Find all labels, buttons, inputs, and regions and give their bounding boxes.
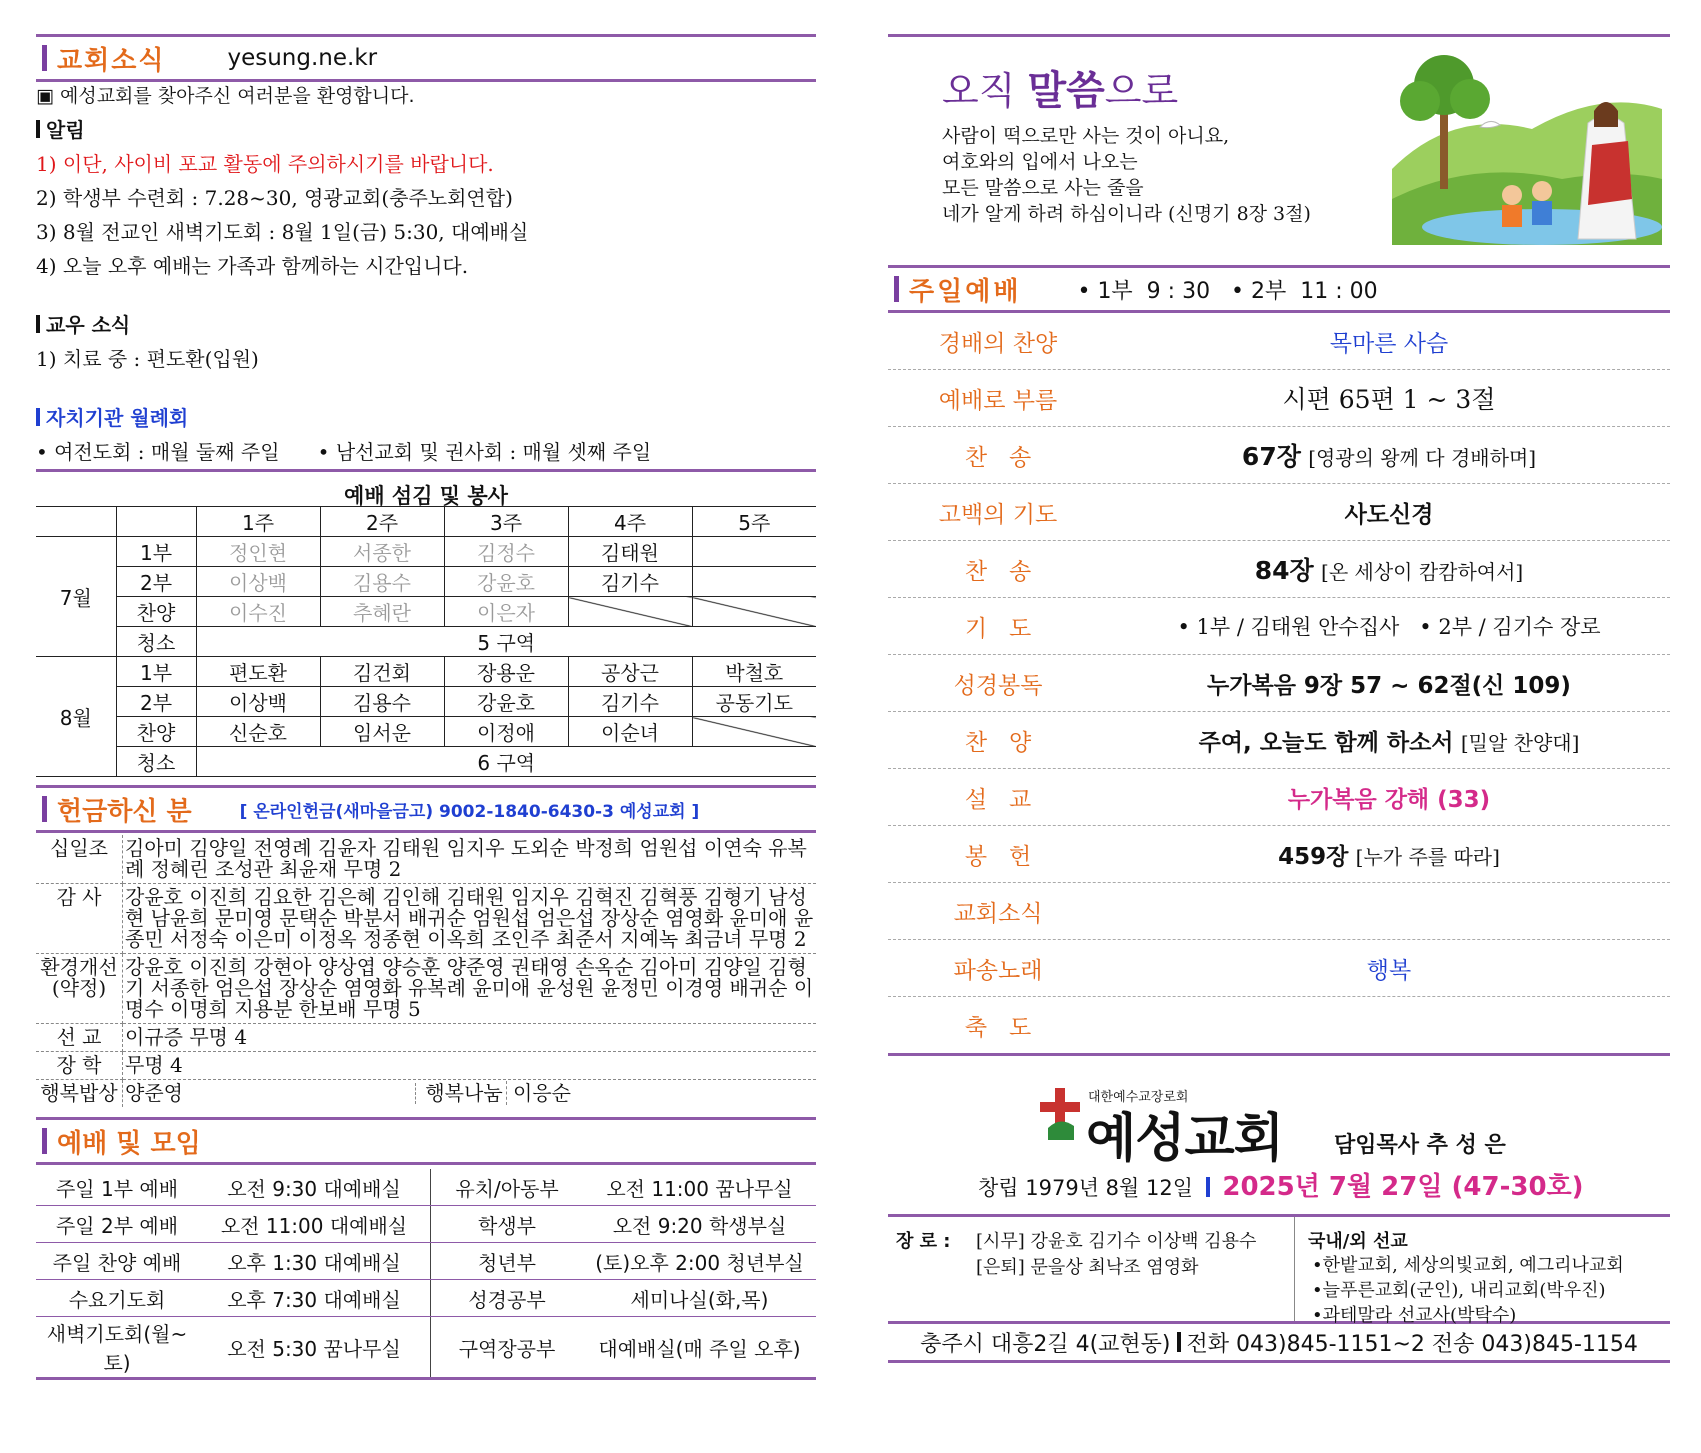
mission-item: •늘푸른교회(군인), 내리교회(박우진) [1312,1280,1606,1301]
notice-item: 4) 오늘 오후 예배는 가족과 함께하는 시간입니다. [36,254,469,278]
table-row [36,1206,816,1243]
elders-label: 장 로 : [896,1231,951,1252]
address: 충주시 대흥2길 4(교현동) [920,1331,1171,1357]
service-table [36,506,816,777]
worship-value: 행복 [1366,957,1412,984]
offering-names: 무명 4 [123,1052,817,1080]
meeting-name: 청년부 [431,1243,584,1280]
cell: 이정애 [444,717,568,747]
cell: 이수진 [196,597,320,627]
worship-value [1108,437,1670,473]
verse-title-c: 으로 [1104,69,1179,113]
cell: 임서운 [320,717,444,747]
verse-line: 모든 말씀으로 사는 줄을 [942,177,1144,199]
cell: 김용수 [320,687,444,717]
row-label: 1부 [116,537,196,567]
worship-row [888,484,1670,541]
worship-row [888,541,1670,598]
worship-label: 고백의 기도 [938,501,1058,528]
elders-retired: [은퇴] 문을상 최낙조 염영화 [976,1257,1199,1278]
table-row [36,954,816,1024]
founded-date: 창립 1979년 8월 12일 [978,1176,1193,1200]
table-row [36,567,816,597]
org-title [36,402,816,431]
meetings-header [36,1117,816,1165]
offering-title: 헌금하신 분 [57,796,192,827]
worship-row [888,769,1670,826]
date-line [978,1166,1584,1203]
worship-row [888,598,1670,655]
title-bar [42,796,47,822]
pastor: 담임목사 추 성 은 [1334,1133,1506,1158]
cell: 이은자 [444,597,568,627]
notice-item: 3) 8월 전교인 새벽기도회 : 8월 1일(금) 5:30, 대예배실 [36,220,529,244]
worship-row [888,997,1670,1056]
worship-label: 예배로 부름 [938,387,1058,414]
meeting-time: 오후 1:30 대예배실 [198,1243,431,1280]
worship-value: 시편 65편 1 ~ 3절 [1282,385,1496,414]
worship-row [888,883,1670,940]
offering-label: 선 교 [36,1024,123,1052]
cell: 김건회 [320,657,444,687]
worship-row [888,313,1670,370]
week-header: 5주 [692,507,816,537]
notice-item: 1) 이단, 사이비 포교 활동에 주의하시기를 바랍니다. [36,152,494,176]
divider [1294,1217,1295,1321]
worship-value [1108,724,1670,757]
left-column [36,0,816,1380]
verse-title-b: 말씀 [1027,68,1105,114]
empty-cell [692,717,816,747]
worship-label: 찬 양 [964,729,1032,756]
worship-value: • 1부 / 김태원 안수집사 • 2부 / 김기수 장로 [1177,615,1601,639]
notice-title-text: 알림 [46,118,85,142]
verse-title [942,59,1178,116]
elders-box [888,1214,1670,1326]
worship-row [888,712,1670,769]
member-title-text: 교우 소식 [46,313,131,337]
cell: 공동기도 [692,687,816,717]
empty-cell [692,597,816,627]
news-title: 교회소식 [57,45,166,76]
table-row [36,537,816,567]
verse-line: 네가 알게 하려 하심이니라 (신명기 8장 3절) [942,203,1311,225]
offering-label: 행복밥상 [36,1080,123,1108]
choir-name: [밀알 찬양대] [1460,730,1580,755]
hymn-title: [영광의 왕께 다 경배하며] [1308,446,1537,470]
verse-text [942,123,1311,227]
worship-order [888,313,1670,1056]
empty-cell [568,597,692,627]
meeting-name: 주일 2부 예배 [36,1206,198,1243]
account-info: [ 온라인헌금(새마을금고) 9002-1840-6430-3 예성교회 ] [239,801,700,822]
news-header [36,34,816,82]
worship-row [888,427,1670,484]
title-bar [42,1128,47,1154]
elders-active: [시무] 강윤호 김기수 이상백 김용수 [976,1231,1257,1252]
cell: 이상백 [196,567,320,597]
row-label: 찬양 [116,597,196,627]
offering-names: 강윤호 이진희 강현아 양상엽 양승훈 양준영 권태영 손옥순 김아미 김양일 김형기 서종한 엄은섭 장상순 염영화 유복례 윤미애 윤성원 윤정민 이경영 배귀순 이명수 이명희 지용분 한보배 무명 5 [123,954,817,1024]
cell: 이순녀 [568,717,692,747]
worship-label: 찬 송 [964,558,1032,585]
cell: 강윤호 [444,687,568,717]
worship-title: 주일예배 [909,276,1022,307]
worship-value [1108,551,1670,587]
table-row [36,1169,816,1206]
table-row [36,687,816,717]
cell: 편도환 [196,657,320,687]
meeting-time: 오전 11:00 대예배실 [198,1206,431,1243]
offering-table [36,835,816,1107]
cell: 서종한 [320,537,444,567]
happy-meal-names: 양준영 [125,1083,416,1104]
worship-row [888,826,1670,883]
square-icon [36,315,40,333]
table-row [36,1080,816,1108]
meetings-table [36,1169,816,1380]
sermon-title: 누가복음 강해 (33) [1287,786,1491,813]
divider-bar [1206,1177,1210,1197]
phone: 전화 043)845-1151~2 전송 043)845-1154 [1186,1331,1638,1357]
offering-label: 감 사 [36,884,123,954]
week-header: 3주 [444,507,568,537]
worship-label: 교회소식 [953,900,1043,927]
happy-share-names: 이응순 [513,1081,571,1105]
offering-header [36,785,816,833]
month-label: 8월 [36,657,116,777]
table-row [36,657,816,687]
clean-cell: 5 구역 [196,627,816,657]
right-column [888,0,1670,1363]
meeting-name: 주일 찬양 예배 [36,1243,198,1280]
worship-label: 성경봉독 [953,672,1043,699]
week-header: 1주 [196,507,320,537]
church-info [888,1056,1670,1202]
verse-line: 여호와의 입에서 나오는 [942,151,1138,173]
meeting-time: 세미나실(화,목) [583,1280,816,1317]
table-row [36,717,816,747]
member-title [36,309,816,338]
divider-bar [1177,1332,1181,1352]
worship-value: 누가복음 9장 57 ~ 62절(신 109) [1207,672,1571,699]
cell: 신순호 [196,717,320,747]
row-label: 2부 [116,687,196,717]
offering-names: 김아미 김양일 전영례 김윤자 김태원 임지우 도외순 박정희 엄원섭 이연숙 유복례 정혜린 조성관 최윤재 무명 2 [123,835,817,884]
offering-label: 환경개선 (약정) [36,954,123,1024]
clean-cell: 6 구역 [196,747,816,777]
mission-list [1312,1253,1624,1328]
org-title-text: 자치기관 월례회 [46,406,189,430]
church-name: 예성교회 [1086,1109,1283,1169]
cell [692,567,816,597]
mission-item: •한밭교회, 세상의빛교회, 예그리나교회 [1312,1255,1624,1276]
worship-row [888,655,1670,712]
meeting-time: 오후 7:30 대예배실 [198,1280,431,1317]
cell: 김기수 [568,687,692,717]
title-bar [894,276,899,302]
table-row [36,1243,816,1280]
cell: 김태원 [568,537,692,567]
worship-value: 사도신경 [1344,501,1434,528]
table-row [36,627,816,657]
welcome-text: ▣ 예성교회를 찾아주신 여러분을 환영합니다. [36,79,816,110]
square-icon [36,120,40,138]
meeting-time: (토)오후 2:00 청년부실 [583,1243,816,1280]
hymn-title: [온 세상이 캄캄하여서] [1321,560,1524,584]
verse-box [888,37,1670,265]
cell: 김정수 [444,537,568,567]
cell: 장용운 [444,657,568,687]
worship-label: 축 도 [964,1014,1032,1041]
row-label: 2부 [116,567,196,597]
offering-label: 십일조 [36,835,123,884]
table-row [36,1317,816,1379]
table-row [36,597,816,627]
meetings-title: 예배 및 모임 [57,1128,201,1159]
meeting-time: 오전 9:30 대예배실 [198,1169,431,1206]
cell: 이상백 [196,687,320,717]
worship-row [888,370,1670,427]
member-item: 1) 치료 중 : 편도환(입원) [36,347,259,371]
square-icon [36,408,40,426]
week-header: 4주 [568,507,692,537]
cell [692,537,816,567]
cross-logo-icon [1040,1088,1080,1140]
jesus-children-illustration [1392,49,1662,245]
notice-list [36,147,816,283]
cell: 정인현 [196,537,320,567]
anthem-title: 주여, 오늘도 함께 하소서 [1198,729,1454,756]
notice-item: 2) 학생부 수련회 : 7.28~30, 영광교회(충주노회연합) [36,186,513,210]
site-url[interactable]: yesung.ne.kr [227,45,378,71]
hymn-title: [누가 주를 따라] [1355,844,1500,869]
denomination: 대한예수교장로회 [1088,1090,1189,1105]
worship-header [888,265,1670,313]
table-row [36,835,816,884]
meeting-name: 유치/아동부 [431,1169,584,1206]
cell: 김기수 [568,567,692,597]
meeting-time: 오전 11:00 꿈나무실 [583,1169,816,1206]
verse-line: 사람이 떡으로만 사는 것이 아니요, [942,125,1230,147]
table-row [36,1280,816,1317]
row-label: 1부 [116,657,196,687]
offering-names: 강윤호 이진희 김요한 김은혜 김인해 김태원 임지우 김혁진 김혁풍 김형기 남성현 남윤희 문미영 문택순 박분서 배귀순 엄원섭 엄은섭 장상순 염영화 윤미애 윤종민 서정숙 이은미 이정옥 정종현 이옥희 조인주 최준서 지예녹 최금녀 무명 2 [123,884,817,954]
cell: 박철호 [692,657,816,687]
service-title: 예배 섬김 및 봉사 [344,484,508,508]
meeting-name: 성경공부 [431,1280,584,1317]
meeting-name: 수요기도회 [36,1280,198,1317]
worship-label: 찬 송 [964,444,1032,471]
worship-value: 목마른 사슴 [1329,330,1449,357]
meeting-time: 오전 9:20 학생부실 [583,1206,816,1243]
cell: 추혜란 [320,597,444,627]
meeting-name: 새벽기도회(월~토) [36,1317,198,1379]
hymn-number: 84장 [1254,556,1314,585]
worship-value [1108,838,1670,871]
worship-label: 설 교 [964,786,1032,813]
row-label: 청소 [116,627,196,657]
hymn-number: 67장 [1241,442,1301,471]
worship-row [888,940,1670,997]
week-header: 2주 [320,507,444,537]
table-row [36,884,816,954]
cell: 김용수 [320,567,444,597]
month-label: 7월 [36,537,116,657]
mission-title: 국내/외 선교 [1308,1231,1408,1252]
meeting-name: 학생부 [431,1206,584,1243]
cell: 공상근 [568,657,692,687]
table-row [36,747,816,777]
offering-names: 이규증 무명 4 [123,1024,817,1052]
worship-label: 봉 헌 [964,843,1032,870]
row-label: 찬양 [116,717,196,747]
meeting-name: 주일 1부 예배 [36,1169,198,1206]
meeting-name: 구역장공부 [431,1317,584,1379]
worship-label: 파송노래 [953,957,1043,984]
week-header-row [36,507,816,537]
bulletin-date: 2025년 7월 27일 (47-30호) [1222,1172,1584,1202]
offering-names [123,1080,817,1108]
meeting-time: 오전 5:30 꿈나무실 [198,1317,431,1379]
notice-title [36,114,816,143]
verse-title-a: 오직 [942,69,1028,113]
worship-label: 기 도 [964,615,1032,642]
title-bar [42,45,47,71]
table-row [36,1024,816,1052]
worship-times: • 1부 9 : 30 • 2부 11 : 00 [1077,278,1378,304]
cell: 강윤호 [444,567,568,597]
happy-share-label: 행복나눔 [422,1081,506,1105]
row-label: 청소 [116,747,196,777]
meeting-time: 대예배실(매 주일 오후) [583,1317,816,1379]
table-row [36,1052,816,1080]
offering-label: 장 학 [36,1052,123,1080]
org-text: • 여전도회 : 매월 둘째 주일 • 남선교회 및 권사회 : 매월 셋째 주일 [36,435,816,472]
mission-item: •과테말라 선교사(박탁수) [1312,1305,1517,1326]
hymn-number: 459장 [1278,843,1349,870]
worship-label: 경배의 찬양 [938,330,1058,357]
